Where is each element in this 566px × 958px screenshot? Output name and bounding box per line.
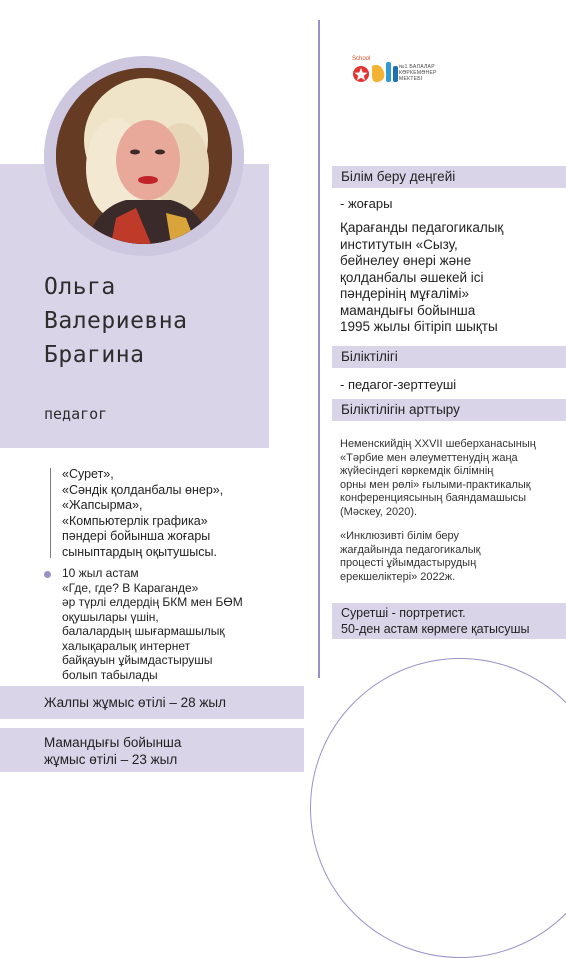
institute-line: қолданбалы әшекей ісі [340,269,484,285]
portrait-photo [56,68,232,244]
organizer-line: халықаралық интернет [62,638,191,653]
organizer-line: әр түрлі елдердің БКМ мен БӨМ [62,595,243,609]
bullet-dot [44,571,51,578]
organizer-line: болып табылады [62,667,158,682]
name-last: Брагина [44,342,145,368]
name-patronymic: Валериевна [44,308,188,334]
name-first: Ольга [44,274,116,300]
organizer-line: оқушылары үшін, [62,609,159,624]
decorative-circle [310,658,566,958]
subjects-line: «Сурет», [62,467,114,481]
organizer-line: «Где, где? В Караганде» [62,580,199,595]
specialty-experience-line2: жұмыс өтілі – 23 жыл [44,752,178,767]
improvement-note-conference [340,438,562,519]
specialty-experience-bar [0,728,304,772]
note-line: жағдайында педагогикалық [340,543,481,556]
note-line: ерекшеліктері» 2022ж. [340,570,456,583]
logo-line1: №1 БАЛАЛАР [399,64,435,70]
logo-text [399,64,437,82]
specialty-experience-line1: Мамандығы бойынша [44,735,182,750]
person-role: педагог [44,405,108,423]
institute-line: пәндерінің мұғалімі» [340,286,469,301]
quote-bar [50,468,51,558]
subjects-line: «Сәндік қолданбалы өнер», [62,482,224,497]
subjects-line: «Компьютерлік графика» [62,513,208,528]
total-experience-bar [0,686,304,719]
artist-line2: 50-ден астам көрмеге қатысушы [341,621,530,636]
vertical-divider [318,20,320,678]
total-experience: Жалпы жұмыс өтілі – 28 жыл [44,695,226,710]
artist-bar [332,603,566,639]
organizer-line: байқауын ұйымдастырушы [62,653,213,667]
institute-line: Қарағанды педагогикалық [340,220,504,235]
institute-line: 1995 жылы бітіріп шықты [340,319,498,334]
education-heading: Білім беру деңгейі [332,166,566,188]
qualification-value: - педагог-зерттеуші [340,377,457,392]
note-line: «Тәрбие мен әлеуметтенудің жаңа [340,451,518,464]
improvement-note-inclusive [340,530,562,584]
subjects-line: «Жапсырма», [62,498,143,512]
education-level: - жоғары [340,196,393,211]
note-line: процесті ұйымдастырудың [340,557,477,569]
institute-line: институтын «Сызу, [340,236,458,252]
note-line: конференциясының баяндамашысы [340,492,527,504]
note-line: «Инклюзивті білім беру [340,530,460,542]
organizer-text [62,566,282,682]
subjects-line: сыныптардың оқытушысы. [62,544,217,559]
artist-line1: Суретші - портретист. [341,606,466,620]
logo-line3: МЕКТЕБІ [399,76,423,82]
organizer-line: балалардың шығармашылық [62,624,225,638]
subjects-line: пәндері бойынша жоғары [62,529,211,543]
improvement-heading: Біліктілігін арттыру [332,399,566,421]
note-line: орны мен рөлі» ғылыми-практикалық [340,478,531,491]
logo-line2: КӨРКЕМӨНЕР [399,70,437,76]
note-line: (Мәскеу, 2020). [340,505,418,518]
institute-line: мамандығы бойынша [340,302,476,318]
qualification-heading: Біліктілігі [332,346,566,368]
note-line: Неменскийдің XXVII шеберханасының [340,438,536,450]
person-name [44,270,264,372]
institute-line: бейнелеу өнері және [340,253,472,268]
organizer-line: 10 жыл астам [62,566,139,580]
note-line: жүйесіндегі көркемдік білімнің [340,465,494,477]
education-institute [340,220,555,336]
logo-school-label: School [352,56,371,62]
subjects-text [62,467,282,560]
